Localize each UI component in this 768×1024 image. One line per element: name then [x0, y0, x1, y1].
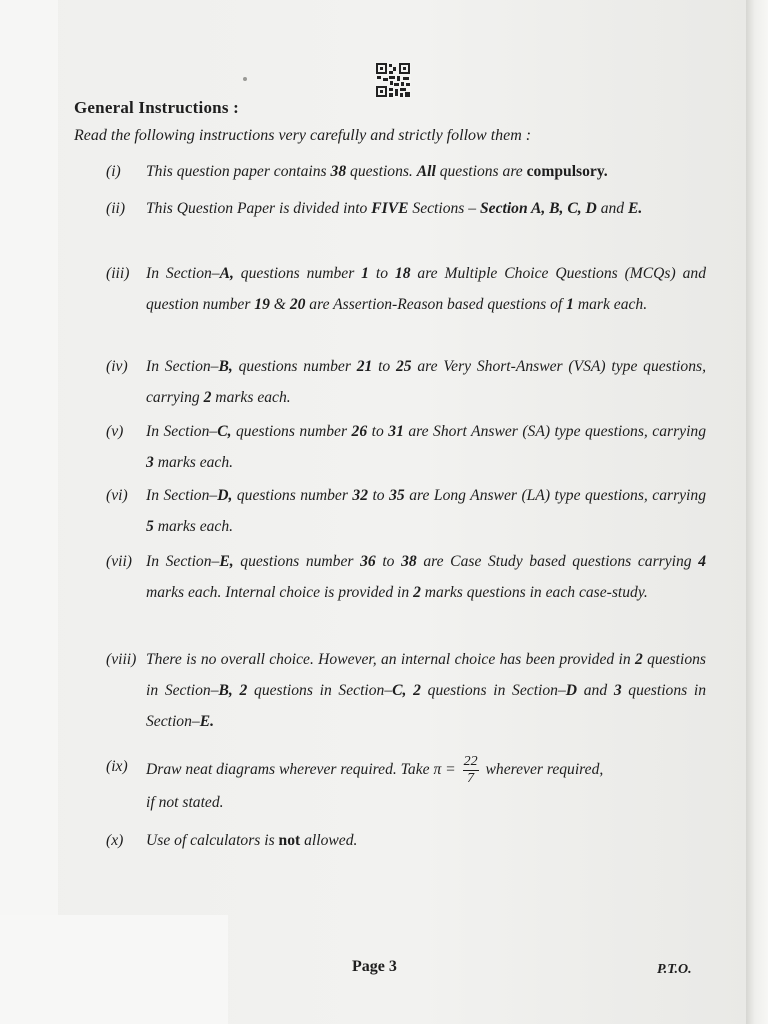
- item-number: (ii): [106, 200, 126, 217]
- item-number: (viii): [106, 651, 137, 668]
- instruction-item-vi: [106, 480, 706, 542]
- page-number: Page 3: [352, 958, 397, 975]
- item-text: In Section–E, questions number 36 to 38 are Case Study based questions carrying 4 marks each. Internal choice is provided in 2 marks questions in each case-study.: [146, 553, 706, 601]
- instruction-item-iii: [106, 258, 706, 320]
- item-text: Use of calculators is not allowed.: [146, 832, 358, 849]
- scan-margin-bottom: [0, 915, 228, 1024]
- instruction-item-v: [106, 416, 706, 478]
- item-number: (vii): [106, 553, 132, 570]
- item-number: (ix): [106, 758, 128, 775]
- instructions-intro: Read the following instructions very carefully and strictly follow them :: [74, 127, 532, 144]
- item-text: In Section–A, questions number 1 to 18 are Multiple Choice Questions (MCQs) and question number 19 & 20 are Assertion-Reason based questions of 1 mark each.: [146, 265, 706, 313]
- general-instructions-heading: General Instructions :: [74, 98, 239, 117]
- item-number: (v): [106, 423, 124, 440]
- item-number: (iii): [106, 265, 130, 282]
- paper-edge-shadow: [746, 0, 768, 1024]
- item-number: (vi): [106, 487, 128, 504]
- instruction-item-iv: [106, 351, 706, 413]
- item-text: Draw neat diagrams wherever required. Take π = $\frac{22}{7}$ wherever required,: [146, 753, 604, 786]
- instruction-item-vii: [106, 546, 706, 608]
- item-number: (x): [106, 832, 124, 849]
- instruction-item-x: [106, 825, 706, 856]
- qr-code-icon: [375, 62, 411, 98]
- item-text: This question paper contains 38 questions. All questions are compulsory.: [146, 163, 608, 180]
- item-text-continued: if not stated.: [146, 794, 224, 811]
- item-text: In Section–B, questions number 21 to 25 are Very Short-Answer (VSA) type questions, carrying 2 marks each.: [146, 358, 706, 406]
- item-number: (iv): [106, 358, 128, 375]
- scan-margin-left: [0, 0, 58, 1024]
- pto-label: P.T.O.: [657, 962, 692, 977]
- item-text: In Section–C, questions number 26 to 31 are Short Answer (SA) type questions, carrying 3 marks each.: [146, 423, 707, 471]
- item-text: There is no overall choice. However, an internal choice has been provided in 2 questions in Section–B, 2 questions in Section–C, 2 questions in Section–D and 3 questions in Section–E.: [146, 651, 707, 730]
- instruction-item-ii: [106, 193, 706, 224]
- instruction-item-ix: [106, 751, 706, 818]
- scan-speck: [243, 77, 247, 81]
- instruction-item-viii: [106, 644, 706, 737]
- item-number: (i): [106, 163, 121, 180]
- pi-fraction: $\frac{22}{7}$: [463, 753, 478, 786]
- item-text: In Section–D, questions number 32 to 35 are Long Answer (LA) type questions, carrying 5 marks each.: [146, 487, 706, 535]
- instruction-item-i: [106, 156, 706, 187]
- item-text: This Question Paper is divided into FIVE Sections – Section A, B, C, D and E.: [146, 200, 643, 217]
